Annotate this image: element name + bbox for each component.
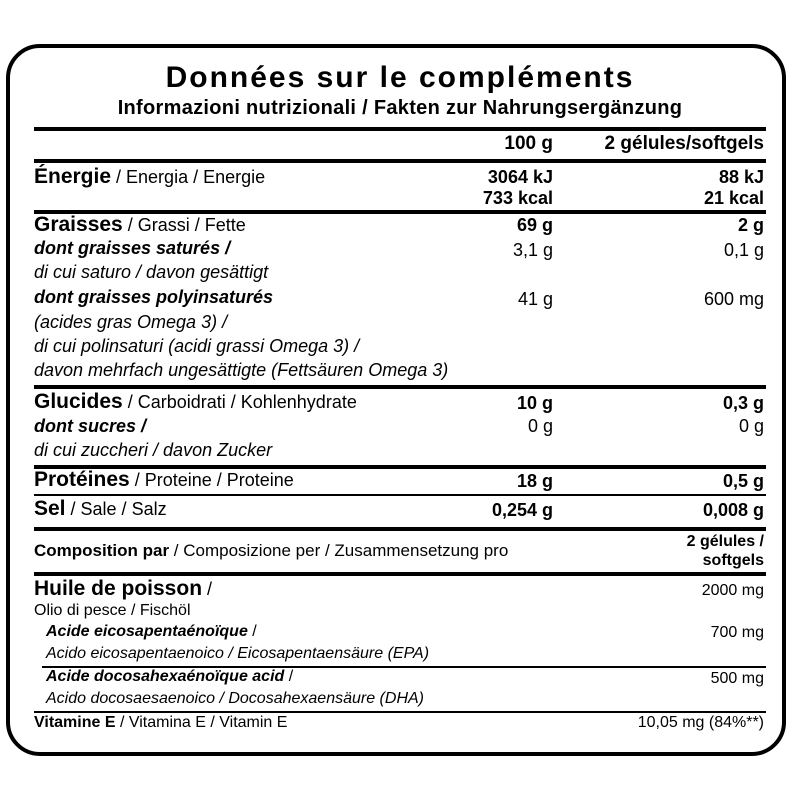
protein-100g: 18 g [516,471,553,491]
divider [34,711,766,713]
divider [34,527,766,531]
composition-label: Composition par / Composizione per / Zusammensetzung pro [34,541,509,560]
polyunsaturated-100g: 41 g [517,289,553,309]
salt-serving: 0,008 g [702,500,764,520]
divider [34,572,766,576]
polyunsaturated-sublabel: (acides gras Omega 3) / [34,312,228,332]
fat-label: Graisses / Grassi / Fette [34,213,246,236]
energy-kcal-serving: 21 kcal [703,188,764,208]
dha-sublabel: Acido docosaesaenoico / Docosahexaensäure (DHA) [46,690,424,707]
polyunsaturated-sublabel: di cui polinsaturi (acidi grassi Omega 3) / [34,336,360,356]
divider [34,127,766,131]
saturated-sublabel: di cui saturo / davon gesättigt [34,262,269,282]
dha-label: Acide docosahexaénoïque acid / [46,668,294,685]
column-header-serving: 2 gélules/softgels [604,133,764,154]
page-subtitle: Informazioni nutrizionali / Fakten zur Nahrungsergänzung [117,97,683,119]
epa-sublabel: Acido eicosapentaenoico / Eicosapentaensäure (EPA) [46,645,430,662]
composition-column-header: softgels [702,552,764,569]
page-title: Données sur le compléments [165,61,635,94]
fat-serving: 2 g [737,215,764,235]
epa-value: 700 mg [710,624,764,641]
salt-label: Sel / Sale / Salz [34,497,167,520]
fat-100g: 69 g [516,215,553,235]
divider [34,385,766,389]
composition-column-header: 2 gélules / [686,533,764,550]
energy-kj-100g: 3064 kJ [487,167,553,187]
fish-oil-label: Huile de poisson / [34,577,213,600]
polyunsaturated-label: dont graisses polyinsaturés [34,287,274,307]
protein-label: Protéines / Proteine / Proteine [34,468,294,491]
energy-kcal-100g: 733 kcal [482,188,553,208]
protein-serving: 0,5 g [722,471,764,491]
divider [34,494,766,496]
fish-oil-sublabel: Olio di pesce / Fischöl [34,602,191,619]
saturated-label: dont graisses saturés / [34,238,231,258]
fish-oil-value: 2000 mg [701,582,764,599]
carbs-100g: 10 g [516,393,553,413]
saturated-100g: 3,1 g [512,240,553,260]
saturated-serving: 0,1 g [723,240,764,260]
salt-100g: 0,254 g [491,500,553,520]
energy-kj-serving: 88 kJ [718,167,764,187]
dha-value: 500 mg [710,670,764,687]
epa-label: Acide eicosapentaénoïque / [46,623,257,640]
carbs-serving: 0,3 g [722,393,764,413]
sugars-100g: 0 g [527,416,553,436]
sugars-label: dont sucres / [34,416,147,436]
vitamin-e-value: 10,05 mg (84%**) [637,714,764,731]
polyunsaturated-sublabel: davon mehrfach ungesättigte (Fettsäuren Omega 3) [34,360,449,380]
energy-label: Énergie / Energia / Energie [34,165,266,188]
polyunsaturated-serving: 600 mg [703,289,764,309]
carbs-label: Glucides / Carboidrati / Kohlenhydrate [34,390,357,413]
divider [34,159,766,163]
sugars-sublabel: di cui zuccheri / davon Zucker [34,440,273,460]
column-header-100g: 100 g [504,133,553,154]
sugars-serving: 0 g [738,416,764,436]
vitamin-e-label: Vitamine E / Vitamina E / Vitamin E [34,714,288,731]
